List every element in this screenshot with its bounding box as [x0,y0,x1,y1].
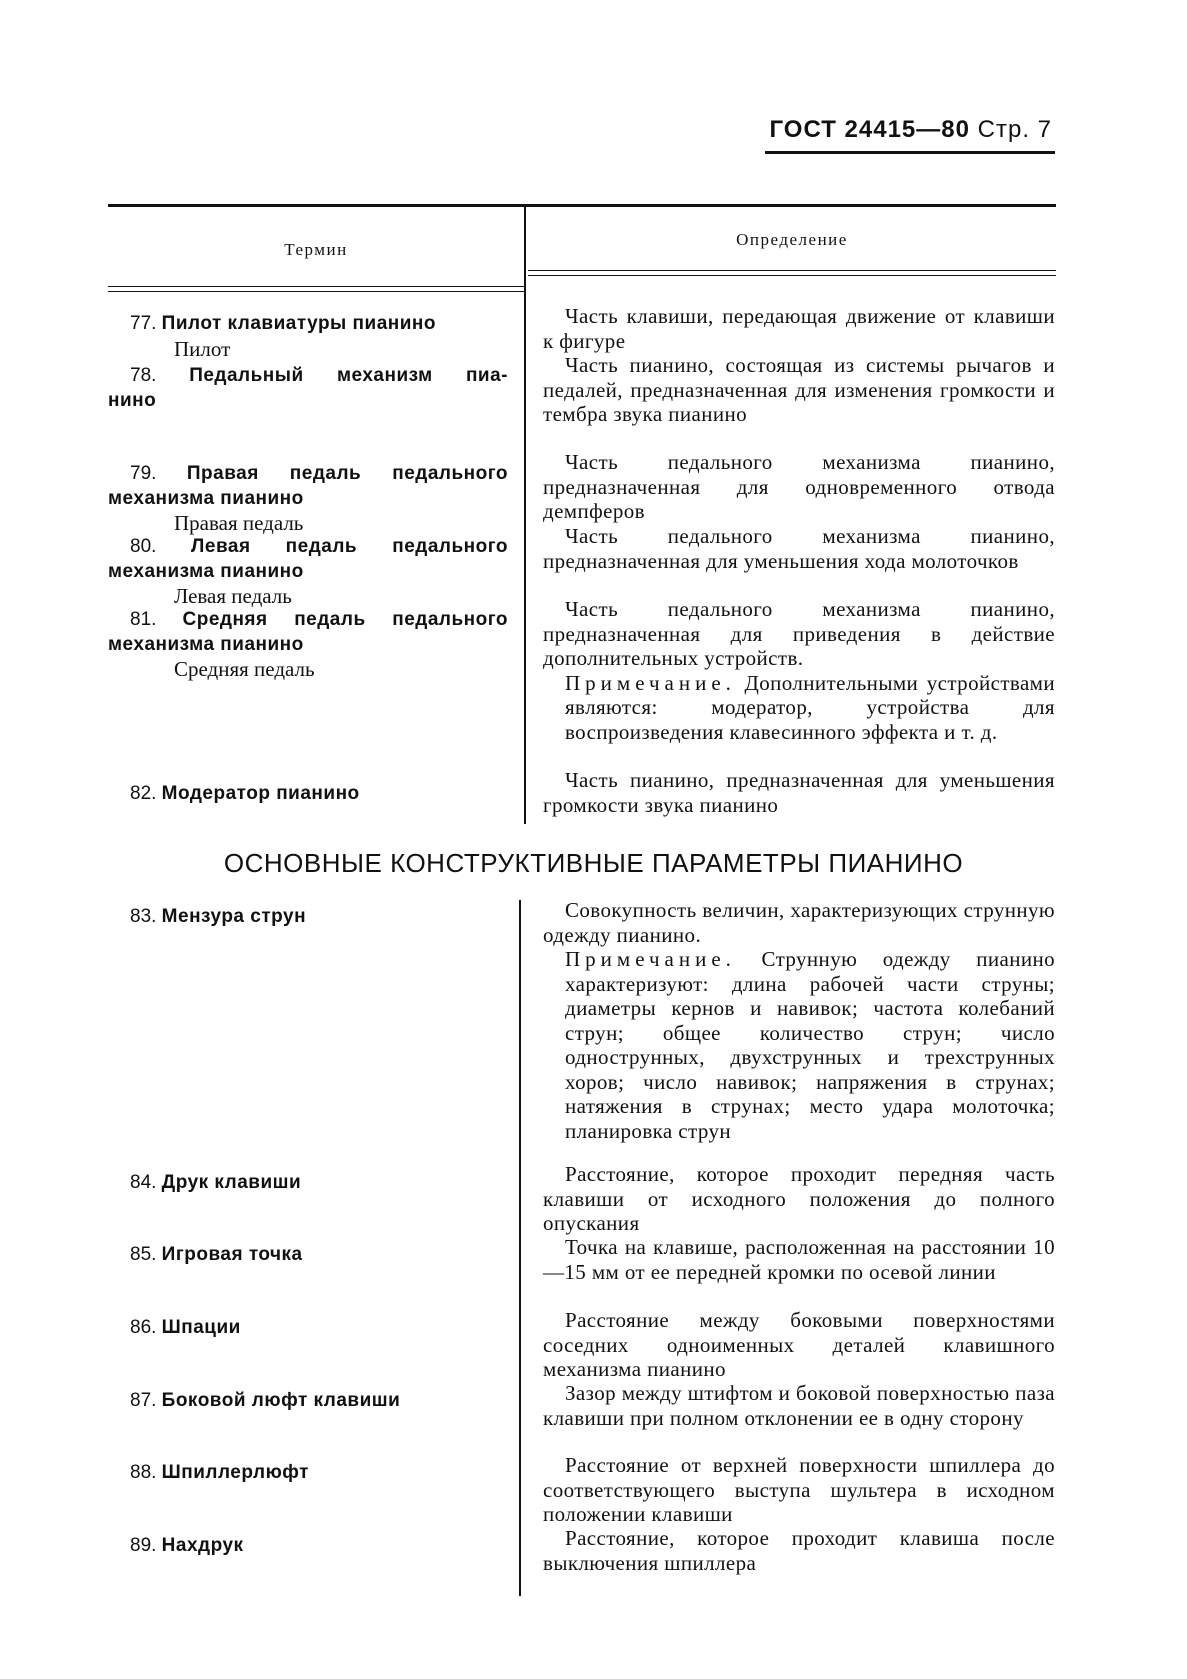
definition-81: Часть педального механизма пианино, предназначенная для приведения в действие дополнительных устройств. Примечание. Дополнительными устройствами являются: модератор, устройства для воспроизведения клавесинного эффекта и т. д. [543,597,1055,744]
term-continued: механизма пианино [108,487,304,509]
term: Игровая точка [161,1244,303,1265]
term: Левая педаль педального [191,536,509,557]
term-continued: механизма пианино [108,633,304,655]
term-entry-87 [108,1387,508,1414]
definition-88: Расстояние от верхней поверхности шпиллера до соответствующего выступа шультера в исходном положении клавиши [543,1453,1055,1526]
gost-number: ГОСТ 24415—80 [769,116,970,143]
table-head-rule [108,286,526,287]
definition-78: Часть пианино, состоящая из системы рычагов и педалей, предназначенная для изменения громкости и тембра звука пианино [543,353,1055,426]
header-rule [765,151,1055,154]
table-head-rule [528,275,1056,276]
definition-85: Точка на клавише, расположенная на расстоянии 10—15 мм от ее передней кромки по осевой линии [543,1235,1055,1284]
term: Друк клавиши [161,1172,302,1193]
column-header-term: Термин [284,240,348,259]
term: Нахдрук [161,1535,244,1556]
term-entry-85 [108,1241,508,1268]
section-title: ОСНОВНЫЕ КОНСТРУКТИВНЫЕ ПАРАМЕТРЫ ПИАНИНО [223,848,964,878]
entry-number: 81. [130,609,157,630]
definition-77: Часть клавиши, передающая движение от клавиши к фигуре [543,304,1055,353]
term-entry-78 [108,362,508,413]
definition-79: Часть педального механизма пианино, предназначенная для одновременного отвода демпферов [543,450,1055,523]
term: Правая педаль педального [186,463,508,484]
note-label: Примечание. [565,947,736,971]
term-entry-80 [108,533,508,609]
table-head-rule [528,270,1056,271]
term-entry-89 [108,1532,508,1559]
term: Боковой люфт клавиши [161,1390,401,1411]
term-continued: нино [108,389,157,411]
entry-number: 85. [130,1244,157,1265]
term-entry-86 [108,1314,508,1341]
synonym: Правая педаль [174,511,304,535]
definition-82: Часть пианино, предназначенная для уменьшения громкости звука пианино [543,768,1055,817]
column-divider [524,206,526,824]
synonym: Средняя педаль [174,657,315,681]
synonym: Левая педаль [174,584,292,608]
note-label: Примечание. [565,670,736,695]
definition-84: Расстояние, которое проходит передняя часть клавиши от исходного положения до полного опускания [543,1162,1055,1235]
term: Мензура струн [161,906,307,927]
definition-87: Зазор между штифтом и боковой поверхностью паза клавиши при полном отклонении ее в одну сторону [543,1381,1055,1430]
definition-83: Совокупность величин, характеризующих струнную одежду пианино. Примечание. Струнную одежду пианино характеризуют: длина рабочей части струны; диаметры кернов и навивок; частота колебаний струн; общее количество струн; число однострунных, двухструнных и трехструнных хоров; число навивок; напряжения в струнах; натяжения в струнах; место удара молоточка; планировка струн [543,898,1056,1143]
term-entry-82 [108,780,508,807]
entry-number: 88. [130,1462,157,1483]
page-header [770,116,1052,144]
definition-86: Расстояние между боковыми поверхностями соседних одноименных деталей клавишного механизма пианино [543,1308,1055,1381]
term: Шпиллерлюфт [161,1462,309,1483]
table-top-rule [108,204,1056,207]
entry-number: 83. [130,906,157,927]
table-head-rule [108,291,526,292]
term-entry-84 [108,1169,508,1196]
entry-number: 89. [130,1535,157,1556]
term-continued: механизма пианино [108,560,304,582]
entry-number: 86. [130,1317,157,1338]
entry-number: 79. [130,463,157,484]
definition-80: Часть педального механизма пианино, предназначенная для уменьшения хода молоточков [543,524,1055,573]
term: Средняя педаль педального [182,609,508,630]
entry-number: 80. [130,536,157,557]
entry-number: 87. [130,1390,157,1411]
term: Пилот клавиатуры пианино [161,313,437,334]
page-number: Стр. 7 [977,116,1052,143]
synonym: Пилот [174,336,231,361]
term-entry-77 [108,310,508,361]
term-entry-81 [108,606,508,682]
note-text: Дополнительными устройствами являются: модератор, устройства для воспроизведения клавесинного эффекта и т. д. [565,670,1055,744]
entry-number: 82. [130,783,157,804]
note [543,671,1055,745]
note [543,947,1055,1143]
column-divider [519,900,521,1596]
column-header-definition: Определение [736,230,848,249]
definition-89: Расстояние, которое проходит клавиша после выключения шпиллера [543,1526,1055,1575]
entry-number: 78. [130,365,157,386]
entry-number: 77. [130,313,157,334]
note-text: Струнную одежду пианино характеризуют: длина рабочей части струны; диаметры кернов и навивок; частота колебаний струн; общее количество струн; число однострунных, двухструнных и трехструнных хоров; число навивок; напряжения в струнах; натяжения в струнах; место удара молоточка; планировка струн [565,947,1056,1143]
entry-number: 84. [130,1172,157,1193]
term: Педальный механизм пиа- [189,365,508,386]
term-entry-79 [108,460,508,536]
term: Модератор пианино [161,783,360,804]
term: Шпации [161,1317,241,1338]
term-entry-83 [108,903,508,930]
term-entry-88 [108,1459,508,1486]
